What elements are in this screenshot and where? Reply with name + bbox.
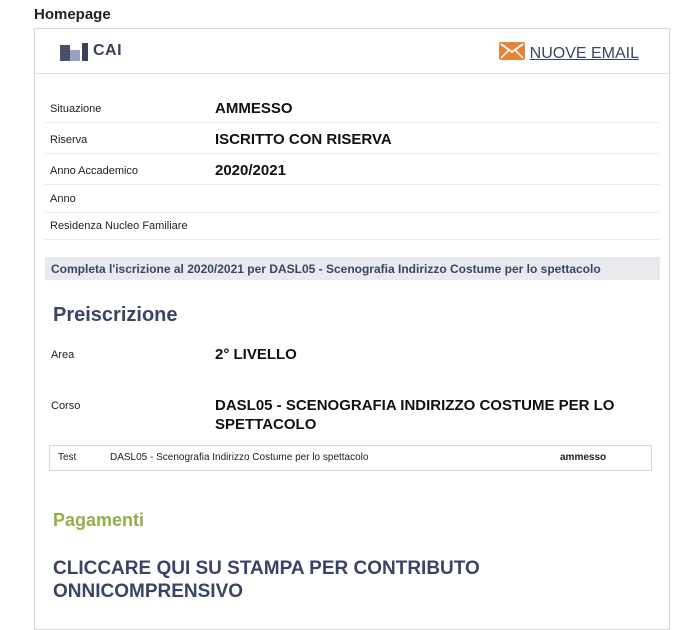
new-email-link[interactable] [498, 41, 639, 61]
test-course: DASL05 - Scenografia Indirizzo Costume per lo spettacolo [110, 452, 369, 463]
new-email-label: NUOVE EMAIL [529, 45, 639, 62]
cai-logo[interactable] [60, 41, 122, 61]
main-panel [34, 28, 670, 630]
enrollment-notice-text[interactable]: Completa l'iscrizione al 2020/2021 per DASL05 - Scenografia Indirizzo Costume per lo spettacolo [51, 262, 601, 276]
status-row-residenza [45, 212, 659, 240]
test-label: Test [58, 452, 77, 463]
area-label: Area [51, 349, 75, 361]
envelope-icon [498, 41, 526, 61]
status-value: ISCRITTO CON RISERVA [215, 131, 392, 148]
corso-label: Corso [51, 400, 81, 412]
enrollment-notice[interactable] [45, 257, 660, 280]
top-bar [35, 29, 669, 74]
status-label: Anno Accademico [50, 165, 139, 177]
cai-logo-icon [60, 41, 90, 61]
status-label: Residenza Nucleo Familiare [50, 220, 188, 232]
corso-value: DASL05 - SCENOGRAFIA INDIRIZZO COSTUME PER LO SPETTACOLO [215, 397, 615, 433]
area-value: 2° LIVELLO [215, 346, 297, 363]
test-result: ammesso [560, 452, 607, 463]
status-row-situazione [45, 95, 659, 123]
pagamenti-title: Pagamenti [53, 510, 145, 530]
status-row-riserva [45, 126, 659, 154]
status-value: AMMESSO [215, 100, 293, 117]
status-row-anno [45, 185, 659, 213]
status-row-anno-accademico [45, 157, 659, 185]
page-title: Homepage [34, 6, 111, 23]
status-label: Situazione [50, 103, 102, 115]
status-label: Riserva [50, 134, 88, 146]
status-label: Anno [50, 193, 76, 205]
print-contribution-link[interactable]: CLICCARE QUI SU STAMPA PER CONTRIBUTO ONNICOMPRENSIVO [53, 558, 480, 602]
test-row [49, 445, 652, 471]
logo-text: CAI [93, 42, 123, 59]
status-value: 2020/2021 [215, 162, 286, 179]
preiscrizione-title: Preiscrizione [53, 304, 178, 326]
